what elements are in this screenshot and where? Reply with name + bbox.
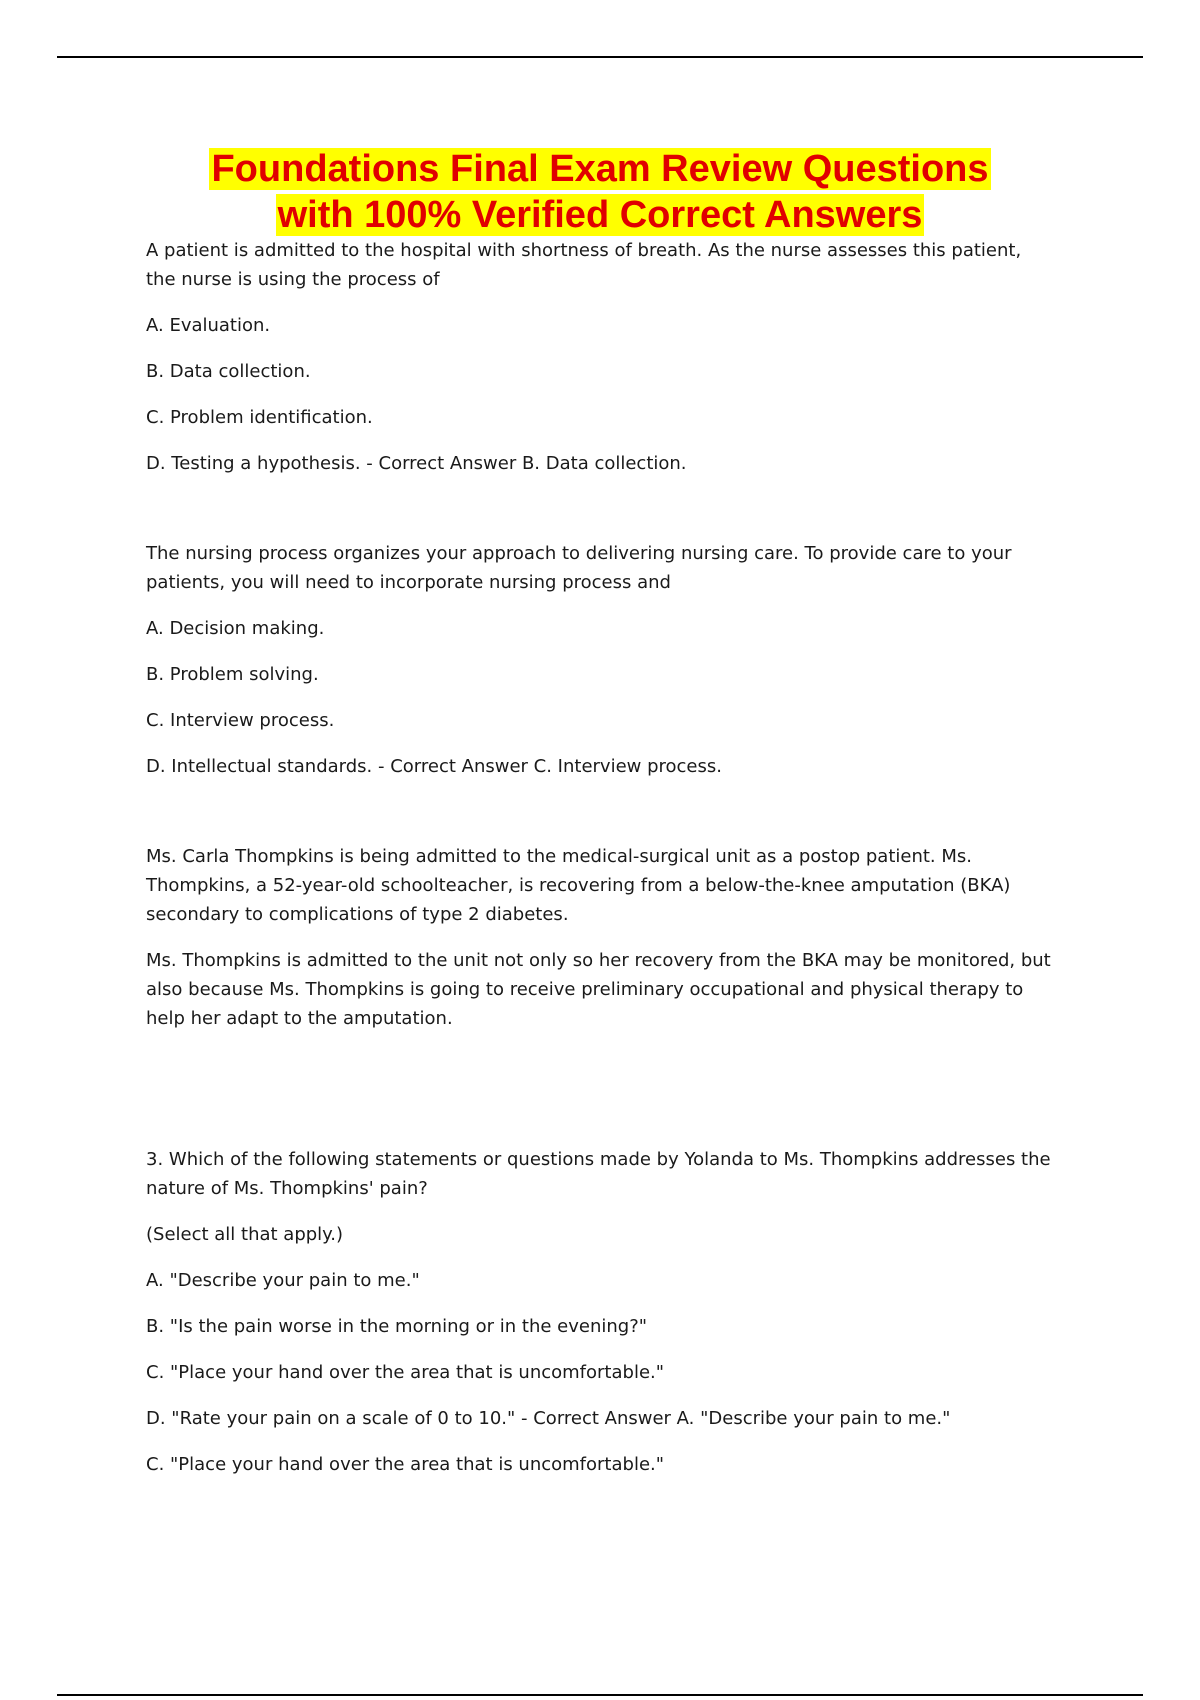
question-2-option-a: A. Decision making. <box>146 618 325 639</box>
spacer <box>146 1050 1056 1145</box>
header-rule <box>57 56 1143 58</box>
spacer <box>146 495 1056 539</box>
question-3-option-c: C. "Place your hand over the area that is uncomfortable." <box>146 1362 665 1383</box>
question-1-option-c: C. Problem identification. <box>146 407 373 428</box>
document-body <box>146 236 1056 1496</box>
question-1-option-b: B. Data collection. <box>146 361 311 382</box>
case-study-paragraph-1: Ms. Carla Thompkins is being admitted to the medical-surgical unit as a postop patient. Ms. Thompkins, a 52-year-old schoolteacher, is recovering from a below-the-knee amputation (BKA) secondary to complications of type 2 diabetes. <box>146 846 1011 925</box>
question-3-option-a: A. "Describe your pain to me." <box>146 1270 420 1291</box>
footer-rule <box>57 1694 1143 1696</box>
question-3-option-b: B. "Is the pain worse in the morning or in the evening?" <box>146 1316 648 1337</box>
question-3-option-d: D. "Rate your pain on a scale of 0 to 10." - Correct Answer A. "Describe your pain to me." <box>146 1408 951 1429</box>
question-2-option-b: B. Problem solving. <box>146 664 319 685</box>
question-2-stem: The nursing process organizes your approach to delivering nursing care. To provide care to your patients, you will need to incorporate nursing process and <box>146 543 1012 593</box>
question-3-answer-extra: C. "Place your hand over the area that is uncomfortable." <box>146 1454 665 1475</box>
question-2-option-c: C. Interview process. <box>146 710 335 731</box>
question-3-stem: 3. Which of the following statements or questions made by Yolanda to Ms. Thompkins addresses the nature of Ms. Thompkins' pain? <box>146 1149 1051 1199</box>
question-3-instruction: (Select all that apply.) <box>146 1224 344 1245</box>
question-1-option-d: D. Testing a hypothesis. - Correct Answer B. Data collection. <box>146 453 687 474</box>
question-1-option-a: A. Evaluation. <box>146 315 271 336</box>
question-2-option-d: D. Intellectual standards. - Correct Answer C. Interview process. <box>146 756 722 777</box>
case-study-paragraph-2: Ms. Thompkins is admitted to the unit not only so her recovery from the BKA may be monitored, but also because Ms. Thompkins is going to receive preliminary occupational and physical therapy to help her adapt to the amputation. <box>146 950 1051 1029</box>
question-1-stem: A patient is admitted to the hospital with shortness of breath. As the nurse assesses this patient, the nurse is using the process of <box>146 240 1022 290</box>
spacer <box>146 798 1056 842</box>
document-title-line-2: with 100% Verified Correct Answers <box>277 194 923 236</box>
document-title <box>0 146 1200 238</box>
document-title-line-1: Foundations Final Exam Review Questions <box>211 148 989 190</box>
